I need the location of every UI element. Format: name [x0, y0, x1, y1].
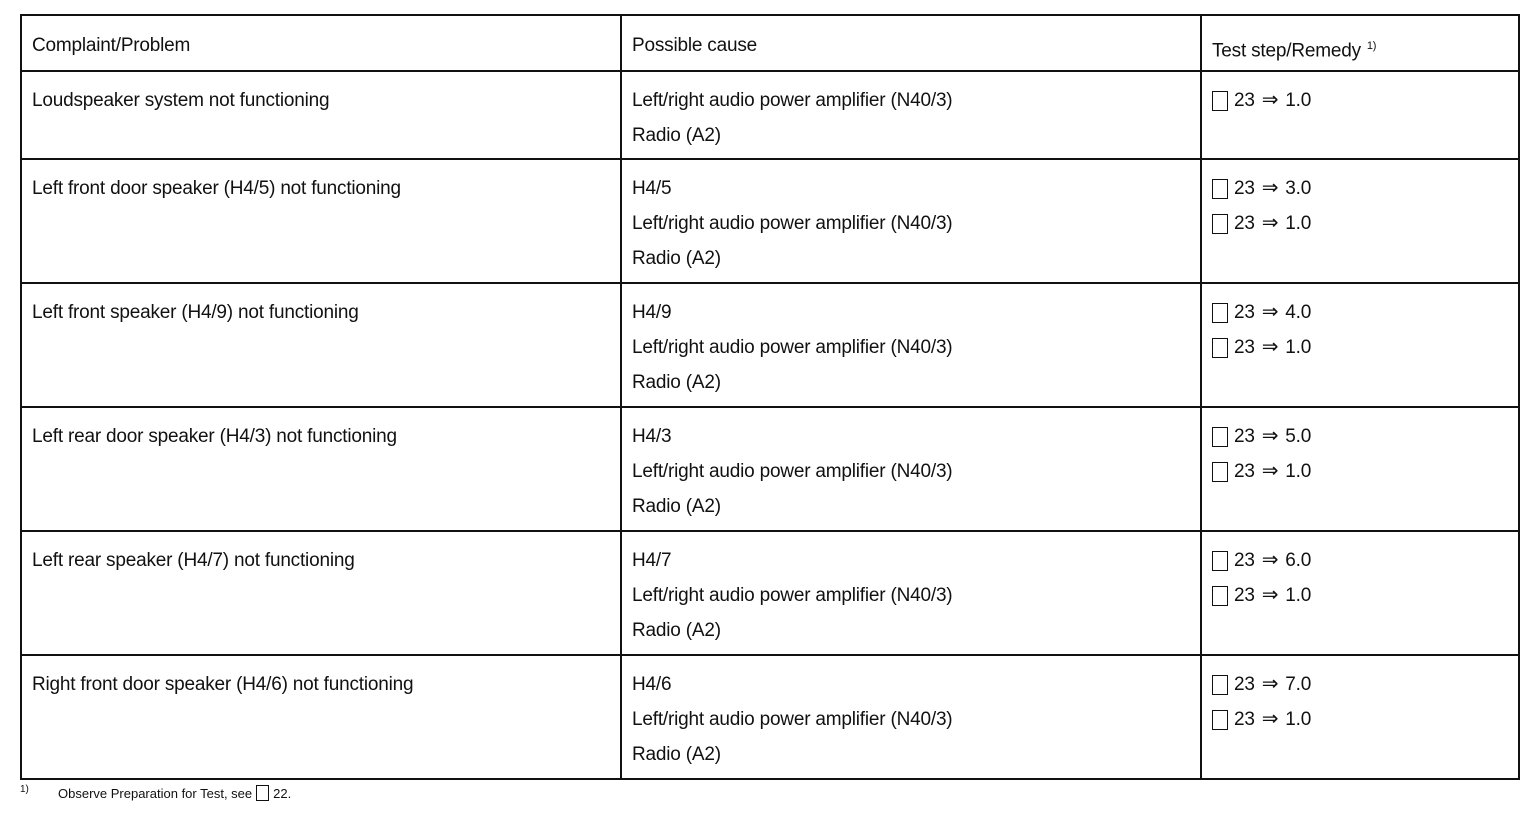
remedy-reference: [1212, 83, 1508, 118]
book-reference-icon: [1212, 675, 1228, 695]
cause-cell: [621, 71, 1201, 159]
remedy-cell: [1201, 407, 1519, 531]
book-reference-icon: [1212, 710, 1228, 730]
remedy-step: 3.0: [1285, 178, 1312, 200]
remedy-step: 1.0: [1285, 90, 1312, 112]
table-row: [21, 531, 1519, 655]
remedy-page: 23: [1234, 461, 1255, 483]
book-reference-icon: [1212, 551, 1228, 571]
complaint-cell: [21, 531, 621, 655]
remedy-page: 23: [1234, 709, 1255, 731]
cause-item: Radio (A2): [632, 248, 721, 270]
cause-cell: [621, 159, 1201, 283]
cause-item: Radio (A2): [632, 744, 721, 766]
remedy-reference: [1212, 702, 1508, 737]
table-row: [21, 71, 1519, 159]
remedy-page: 23: [1234, 213, 1255, 235]
header-remedy-label: Test step/Remedy: [1212, 40, 1361, 62]
remedy-page: 23: [1234, 337, 1255, 359]
cause-cell: [621, 407, 1201, 531]
remedy-step: 1.0: [1285, 337, 1312, 359]
complaint-text: Right front door speaker (H4/6) not functioning: [32, 674, 414, 696]
complaint-cell: [21, 655, 621, 779]
remedy-reference: [1212, 667, 1508, 702]
remedy-step: 1.0: [1285, 709, 1312, 731]
remedy-page: 23: [1234, 426, 1255, 448]
book-reference-icon: [1212, 338, 1228, 358]
complaint-cell: [21, 71, 621, 159]
remedy-reference: [1212, 454, 1508, 489]
complaint-text: Left rear speaker (H4/7) not functioning: [32, 550, 355, 572]
remedy-page: 23: [1234, 550, 1255, 572]
remedy-reference: [1212, 295, 1508, 330]
complaint-text: Left front speaker (H4/9) not functioning: [32, 302, 359, 324]
cause-item: H4/5: [632, 178, 672, 200]
book-reference-icon: [1212, 427, 1228, 447]
remedy-reference: [1212, 419, 1508, 454]
double-arrow-right-icon: ⇒: [1261, 336, 1279, 359]
double-arrow-right-icon: ⇒: [1261, 584, 1279, 607]
remedy-cell: [1201, 531, 1519, 655]
table-header-row: [21, 15, 1519, 71]
remedy-step: 6.0: [1285, 550, 1312, 572]
cause-item: Radio (A2): [632, 125, 721, 147]
book-reference-icon: [256, 785, 269, 801]
complaint-text: Loudspeaker system not functioning: [32, 90, 330, 112]
cause-item: Left/right audio power amplifier (N40/3): [632, 213, 953, 235]
table-row: [21, 159, 1519, 283]
book-reference-icon: [1212, 586, 1228, 606]
cause-item: Left/right audio power amplifier (N40/3): [632, 337, 953, 359]
remedy-step: 1.0: [1285, 585, 1312, 607]
cause-item: H4/3: [632, 426, 672, 448]
complaint-text: Left front door speaker (H4/5) not functioning: [32, 178, 401, 200]
double-arrow-right-icon: ⇒: [1261, 673, 1279, 696]
remedy-page: 23: [1234, 178, 1255, 200]
header-complaint: Complaint/Problem: [21, 15, 621, 71]
remedy-page: 23: [1234, 302, 1255, 324]
cause-item: Radio (A2): [632, 620, 721, 642]
remedy-step: 5.0: [1285, 426, 1312, 448]
complaint-text: Left rear door speaker (H4/3) not functioning: [32, 426, 397, 448]
cause-item: H4/9: [632, 302, 672, 324]
double-arrow-right-icon: ⇒: [1261, 301, 1279, 324]
cause-item: Radio (A2): [632, 496, 721, 518]
remedy-step: 7.0: [1285, 674, 1312, 696]
remedy-page: 23: [1234, 674, 1255, 696]
remedy-reference: [1212, 206, 1508, 241]
double-arrow-right-icon: ⇒: [1261, 212, 1279, 235]
footnote-page: 22.: [273, 785, 292, 801]
cause-cell: [621, 283, 1201, 407]
remedy-cell: [1201, 71, 1519, 159]
cause-item: Left/right audio power amplifier (N40/3): [632, 709, 953, 731]
remedy-reference: [1212, 578, 1508, 613]
footnote-mark: 1): [1366, 40, 1377, 52]
remedy-cell: [1201, 159, 1519, 283]
cause-cell: [621, 531, 1201, 655]
table-body: [21, 71, 1519, 779]
remedy-reference: [1212, 543, 1508, 578]
cause-item: Left/right audio power amplifier (N40/3): [632, 90, 953, 112]
double-arrow-right-icon: ⇒: [1261, 708, 1279, 731]
header-remedy: [1201, 15, 1519, 71]
double-arrow-right-icon: ⇒: [1261, 425, 1279, 448]
table-row: [21, 407, 1519, 531]
footnote-mark: 1): [20, 783, 29, 795]
footnote: [20, 785, 291, 801]
double-arrow-right-icon: ⇒: [1261, 177, 1279, 200]
cause-cell: [621, 655, 1201, 779]
book-reference-icon: [1212, 179, 1228, 199]
table-row: [21, 655, 1519, 779]
book-reference-icon: [1212, 214, 1228, 234]
remedy-reference: [1212, 171, 1508, 206]
double-arrow-right-icon: ⇒: [1261, 89, 1279, 112]
book-reference-icon: [1212, 462, 1228, 482]
table-row: [21, 283, 1519, 407]
remedy-cell: [1201, 655, 1519, 779]
remedy-reference: [1212, 330, 1508, 365]
cause-item: H4/7: [632, 550, 672, 572]
cause-item: Left/right audio power amplifier (N40/3): [632, 585, 953, 607]
complaint-cell: [21, 159, 621, 283]
cause-item: H4/6: [632, 674, 672, 696]
remedy-cell: [1201, 283, 1519, 407]
footnote-text: Observe Preparation for Test, see: [58, 785, 253, 801]
remedy-page: 23: [1234, 90, 1255, 112]
double-arrow-right-icon: ⇒: [1261, 549, 1279, 572]
book-reference-icon: [1212, 91, 1228, 111]
diagnosis-table: [20, 14, 1520, 780]
complaint-cell: [21, 407, 621, 531]
remedy-step: 4.0: [1285, 302, 1312, 324]
double-arrow-right-icon: ⇒: [1261, 460, 1279, 483]
cause-item: Left/right audio power amplifier (N40/3): [632, 461, 953, 483]
complaint-cell: [21, 283, 621, 407]
cause-item: Radio (A2): [632, 372, 721, 394]
remedy-step: 1.0: [1285, 461, 1312, 483]
book-reference-icon: [1212, 303, 1228, 323]
header-cause: Possible cause: [621, 15, 1201, 71]
remedy-page: 23: [1234, 585, 1255, 607]
remedy-step: 1.0: [1285, 213, 1312, 235]
